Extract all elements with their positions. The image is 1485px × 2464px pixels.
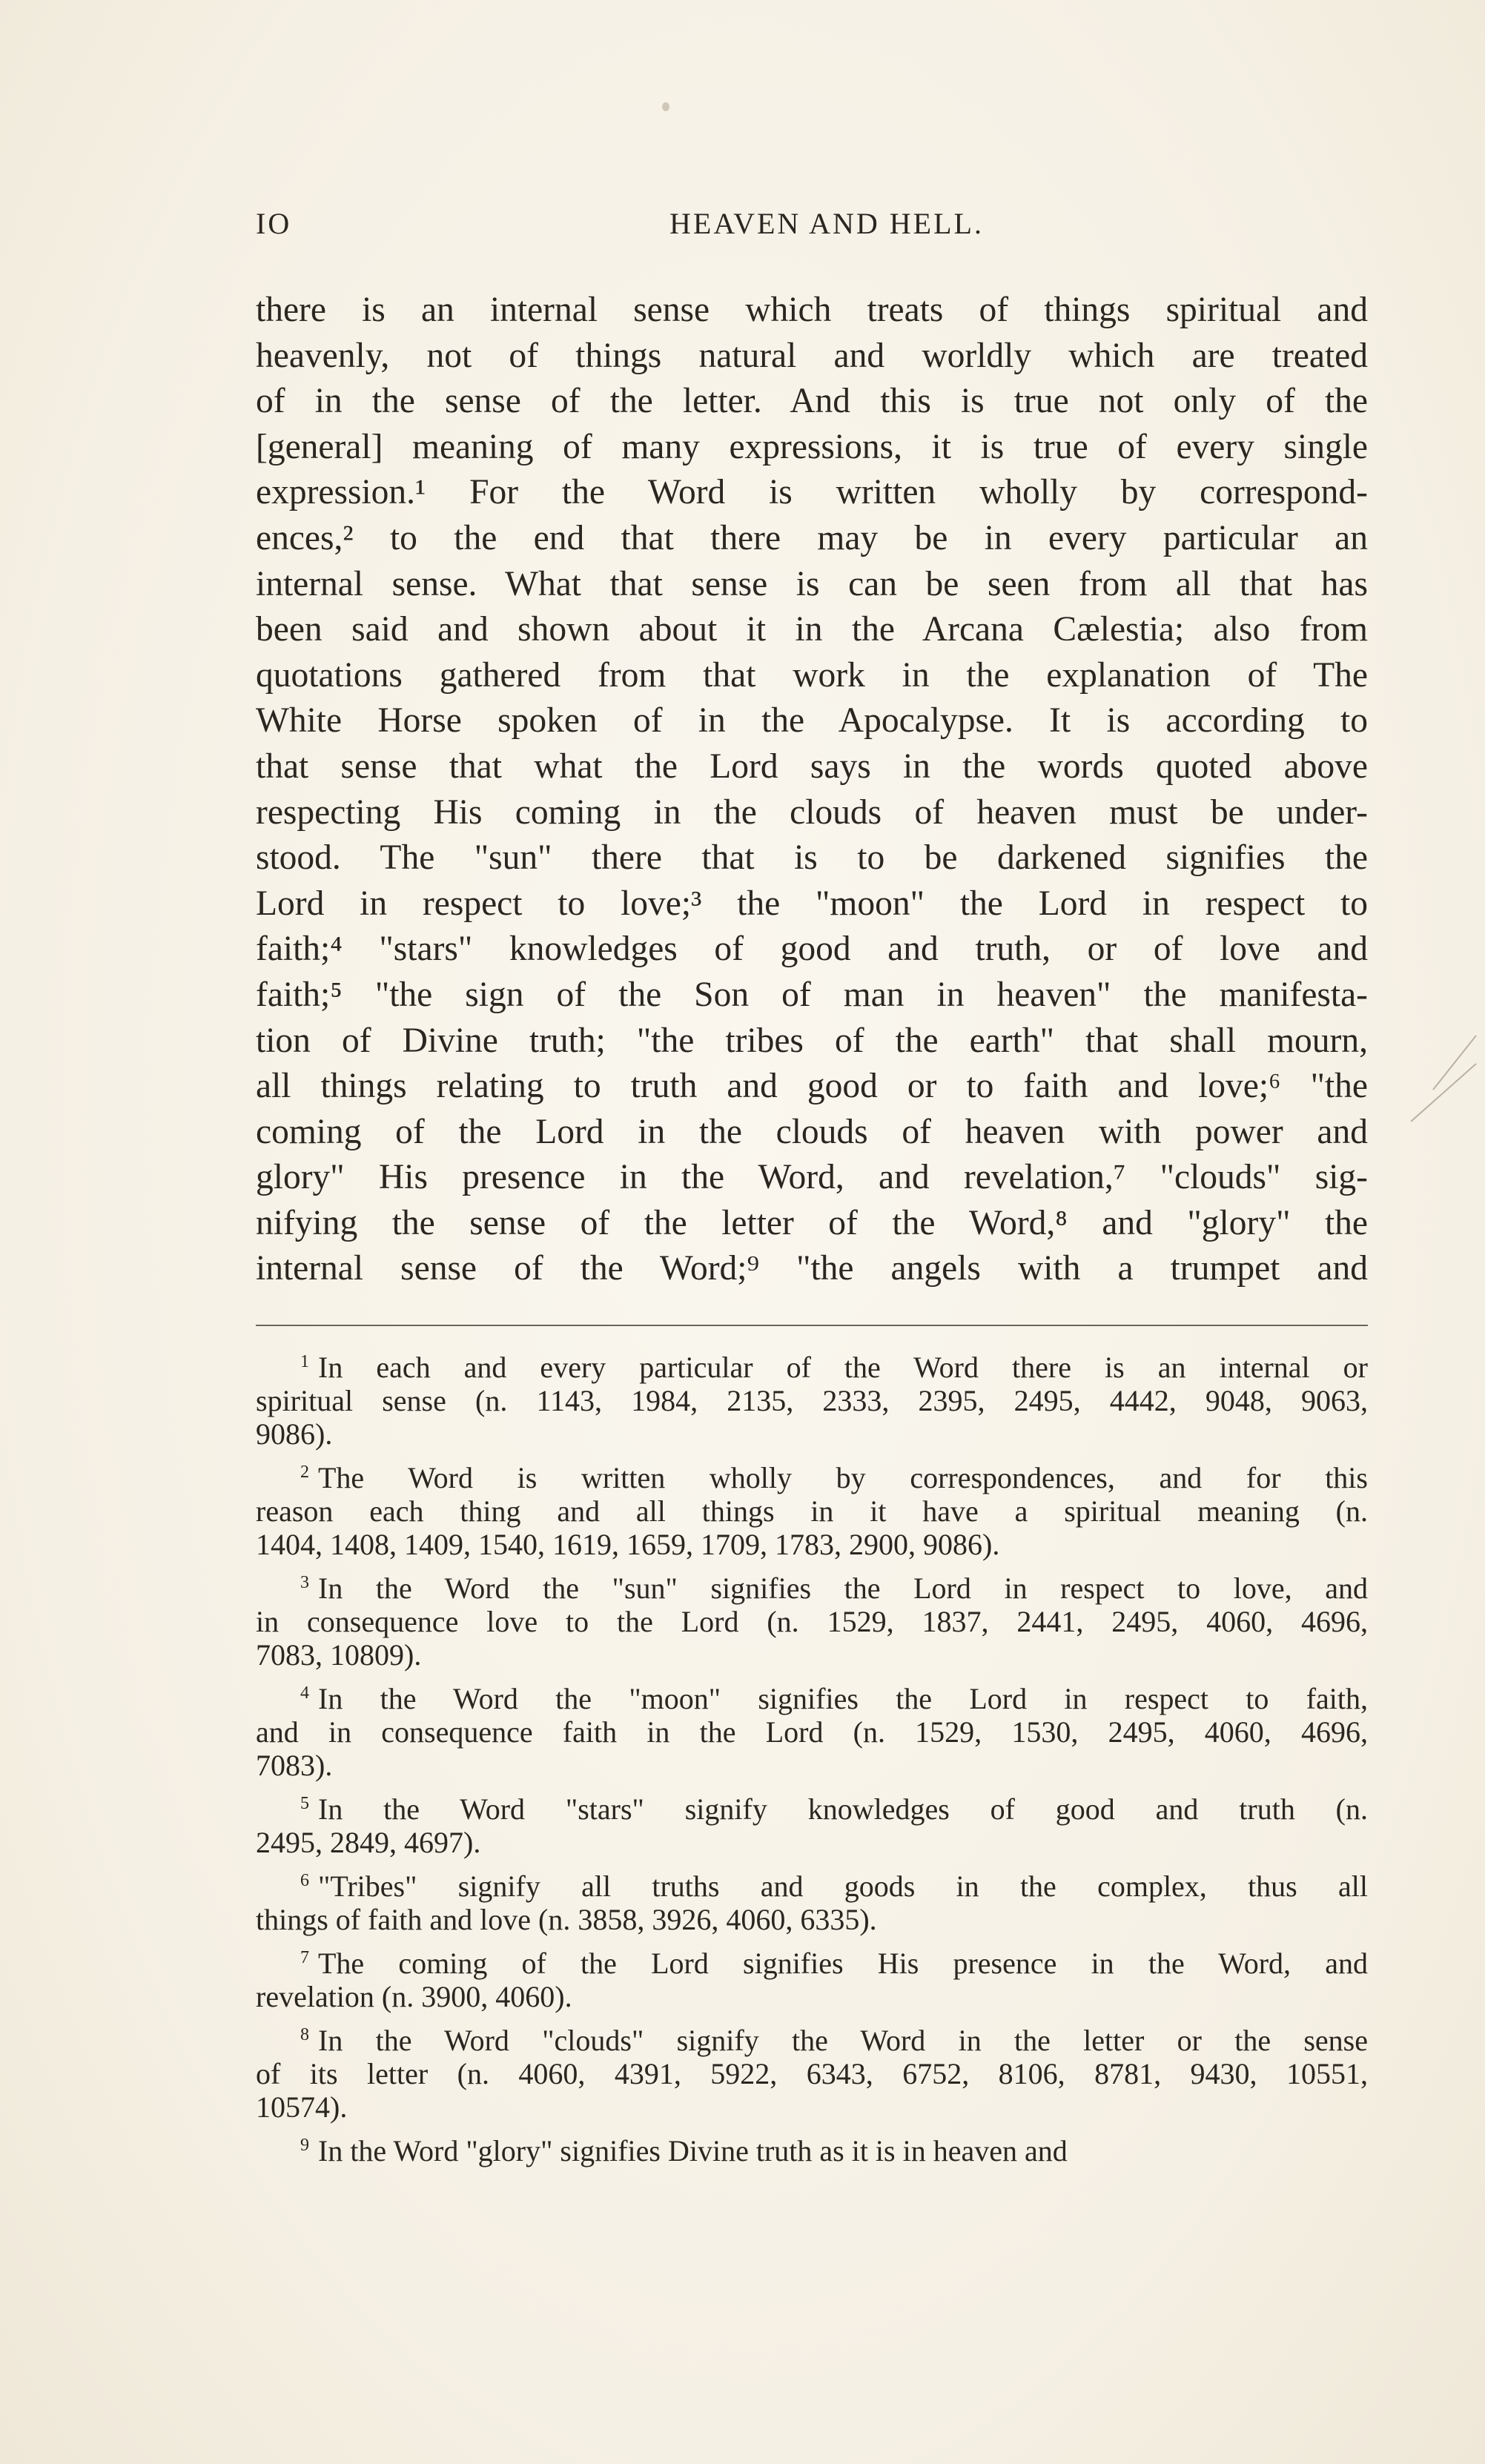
- text-line: quotations gathered from that work in the explanation of The: [256, 655, 1368, 695]
- footnote-line: 2495, 2849, 4697).: [256, 1826, 481, 1859]
- main-text: [256, 288, 1368, 1292]
- footnote-first-line: [256, 1792, 1368, 1826]
- footnote-line: In the Word "stars" signify knowledges of good and truth (n.: [318, 1792, 1368, 1826]
- footnote: [256, 1682, 1368, 1782]
- footnote-line: In each and every particular of the Word there is an internal or: [318, 1351, 1368, 1384]
- footnote-first-line: [256, 2134, 1368, 2167]
- footnote-line: 1404, 1408, 1409, 1540, 1619, 1659, 1709, 1783, 2900, 9086).: [256, 1528, 1000, 1561]
- footnote-line: 7083).: [256, 1749, 333, 1782]
- footnote-line: "Tribes" signify all truths and goods in the complex, thus all: [318, 1869, 1368, 1903]
- footnote-line: In the Word the "sun" signifies the Lord in respect to love, and: [318, 1572, 1368, 1605]
- text-line: internal sense. What that sense is can be seen from all that has: [256, 564, 1368, 603]
- footnote-line: The Word is written wholly by correspondences, and for this: [318, 1461, 1368, 1494]
- footnote-line: reason each thing and all things in it have a spiritual meaning (n.: [256, 1494, 1368, 1528]
- footnote-marker: 8: [300, 2024, 309, 2044]
- text-line: tion of Divine truth; "the tribes of the earth" that shall mourn,: [256, 1021, 1368, 1060]
- footnote-first-line: [256, 1869, 1368, 1903]
- footnote-marker: 4: [300, 1683, 309, 1703]
- footnote: [256, 1351, 1368, 1451]
- text-line: of in the sense of the letter. And this is true not only of the: [256, 382, 1368, 421]
- text-line: all things relating to truth and good or to faith and love;⁶ "the: [256, 1067, 1368, 1106]
- running-head: HEAVEN AND HELL.: [669, 207, 984, 240]
- footnote-line: In the Word the "moon" signifies the Lord in respect to faith,: [318, 1682, 1368, 1715]
- footnote-first-line: [256, 1947, 1368, 1980]
- text-line: ences,² to the end that there may be in every particular an: [256, 518, 1368, 557]
- margin-pencil-mark: [1411, 1034, 1478, 1123]
- text-line: [general] meaning of many expressions, it is true of every single: [256, 427, 1368, 466]
- text-line: White Horse spoken of in the Apocalypse. It is according to: [256, 701, 1368, 741]
- footnote-marker: 2: [300, 1462, 309, 1482]
- footnote-line: spiritual sense (n. 1143, 1984, 2135, 2333, 2395, 2495, 4442, 9048, 9063,: [256, 1384, 1368, 1417]
- footnote-marker: 5: [300, 1793, 309, 1813]
- footnote-rule: [256, 1325, 1368, 1326]
- footnote-line: In the Word "glory" signifies Divine truth as it is in heaven and: [318, 2134, 1068, 2167]
- footnote: [256, 1572, 1368, 1672]
- footnote-line: The coming of the Lord signifies His presence in the Word, and: [318, 1947, 1368, 1980]
- footnote: [256, 1869, 1368, 1936]
- footnote-line: things of faith and love (n. 3858, 3926, 4060, 6335).: [256, 1903, 877, 1936]
- text-line: heavenly, not of things natural and worldly which are treated: [256, 336, 1368, 375]
- footnote-line: 7083, 10809).: [256, 1638, 422, 1672]
- text-line: faith;⁵ "the sign of the Son of man in heaven" the manifesta-: [256, 975, 1368, 1014]
- paper-speck: [662, 102, 669, 111]
- text-line: internal sense of the Word;⁹ "the angels with a trumpet and: [256, 1249, 1368, 1288]
- footnote-line: in consequence love to the Lord (n. 1529, 1837, 2441, 2495, 4060, 4696,: [256, 1605, 1368, 1638]
- text-line: coming of the Lord in the clouds of heaven with power and: [256, 1112, 1368, 1151]
- footnote-line: revelation (n. 3900, 4060).: [256, 1980, 572, 2013]
- footnote-marker: 1: [300, 1351, 309, 1371]
- text-line: faith;⁴ "stars" knowledges of good and truth, or of love and: [256, 930, 1368, 969]
- text-line: expression.¹ For the Word is written wholly by correspond-: [256, 473, 1368, 512]
- text-line: been said and shown about it in the Arcana Cælestia; also from: [256, 610, 1368, 649]
- text-line: respecting His coming in the clouds of heaven must be under-: [256, 792, 1368, 832]
- footnote-line: 10574).: [256, 2090, 348, 2124]
- footnote-line: 9086).: [256, 1417, 333, 1451]
- footnote-first-line: [256, 1351, 1368, 1384]
- footnote-marker: 6: [300, 1870, 309, 1890]
- text-line: stood. The "sun" there that is to be darkened signifies the: [256, 838, 1368, 878]
- footnote-first-line: [256, 2024, 1368, 2057]
- text-line: glory" His presence in the Word, and revelation,⁷ "clouds" sig-: [256, 1158, 1368, 1197]
- footnote-marker: 7: [300, 1947, 309, 1967]
- footnote-marker: 9: [300, 2135, 309, 2155]
- footnote-first-line: [256, 1572, 1368, 1605]
- page-header: [256, 206, 1368, 243]
- footnote: [256, 2134, 1368, 2167]
- footnote: [256, 1461, 1368, 1561]
- footnote-line: and in consequence faith in the Lord (n. 1529, 1530, 2495, 4060, 4696,: [256, 1715, 1368, 1749]
- footnote: [256, 1792, 1368, 1859]
- footnote: [256, 1947, 1368, 2013]
- footnote-marker: 3: [300, 1572, 309, 1592]
- footnote-line: of its letter (n. 4060, 4391, 5922, 6343, 6752, 8106, 8781, 9430, 10551,: [256, 2057, 1368, 2090]
- text-line: there is an internal sense which treats of things spiritual and: [256, 291, 1368, 329]
- footnote-line: In the Word "clouds" signify the Word in the letter or the sense: [318, 2024, 1368, 2057]
- footnote: [256, 2024, 1368, 2124]
- text-line: nifying the sense of the letter of the Word,⁸ and "glory" the: [256, 1203, 1368, 1242]
- footnote-first-line: [256, 1682, 1368, 1715]
- page-number: IO: [256, 207, 292, 240]
- footnotes: [256, 1351, 1368, 2178]
- text-line: that sense that what the Lord says in the words quoted above: [256, 746, 1368, 786]
- footnote-first-line: [256, 1461, 1368, 1494]
- text-line: Lord in respect to love;³ the "moon" the Lord in respect to: [256, 884, 1368, 923]
